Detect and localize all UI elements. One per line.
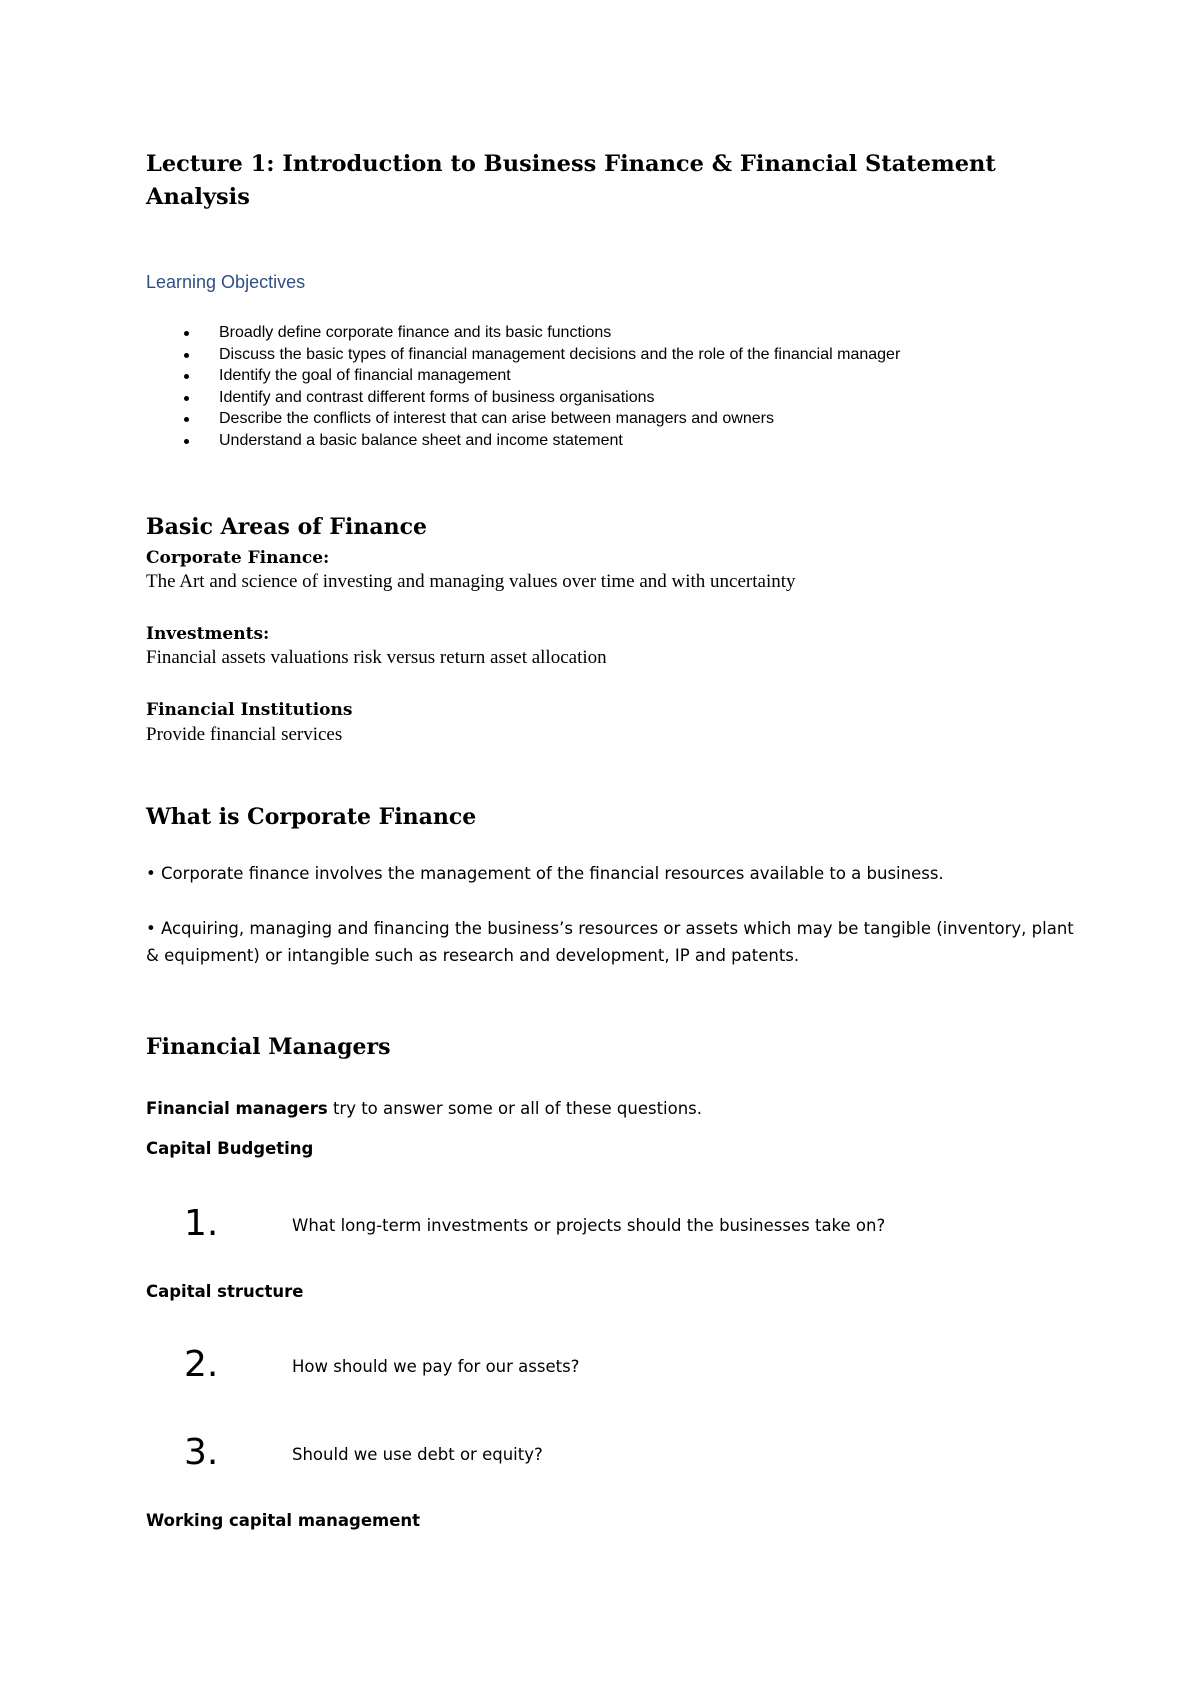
investments-label: Investments: [146,624,270,644]
working-capital-label: Working capital management [146,1511,421,1530]
list-item: Discuss the basic types of financial management decisions and the role of the financial manager [146,344,900,366]
corporate-finance-heading: What is Corporate Finance [146,804,477,830]
list-item: Broadly define corporate finance and its basic functions [146,322,900,344]
bullet-icon [184,439,189,444]
corporate-finance-label: Corporate Finance: [146,548,330,568]
capital-budgeting-label: Capital Budgeting [146,1139,314,1158]
financial-managers-intro: Financial managers try to answer some or all of these questions. [146,1099,703,1118]
basic-areas-heading: Basic Areas of Finance [146,514,428,540]
list-number: 1. [184,1203,219,1244]
corporate-finance-definition: The Art and science of investing and managing values over time and with uncertainty [146,571,796,592]
investments-definition: Financial assets valuations risk versus return asset allocation [146,647,607,668]
corporate-finance-point-1: • Corporate finance involves the management of the financial resources available to a business. [146,864,944,883]
list-number: 2. [184,1344,219,1385]
document-title: Lecture 1: Introduction to Business Finance & Financial Statement Analysis [146,151,996,210]
financial-managers-heading: Financial Managers [146,1034,391,1060]
list-number: 3. [184,1432,219,1473]
bullet-icon [184,353,189,358]
capital-structure-label: Capital structure [146,1282,304,1301]
learning-objectives-list [146,322,900,451]
list-item: Identify the goal of financial management [146,365,900,387]
learning-objectives-heading: Learning Objectives [146,272,306,292]
question-text: What long-term investments or projects should the businesses take on? [292,1216,886,1235]
list-item: Describe the conflicts of interest that can arise between managers and owners [146,408,900,430]
list-item: Understand a basic balance sheet and income statement [146,430,900,452]
bullet-icon [184,331,189,336]
question-text: How should we pay for our assets? [292,1357,580,1376]
list-item: Identify and contrast different forms of business organisations [146,387,900,409]
corporate-finance-point-2: • Acquiring, managing and financing the business’s resources or assets which may be tangible (inventory, plant & equipment) or intangible such as research and development, IP and patents. [146,919,1074,965]
question-text: Should we use debt or equity? [292,1445,543,1464]
bullet-icon [184,374,189,379]
bullet-icon [184,396,189,401]
financial-institutions-label: Financial Institutions [146,700,353,720]
bullet-icon [184,417,189,422]
financial-institutions-definition: Provide financial services [146,724,343,745]
